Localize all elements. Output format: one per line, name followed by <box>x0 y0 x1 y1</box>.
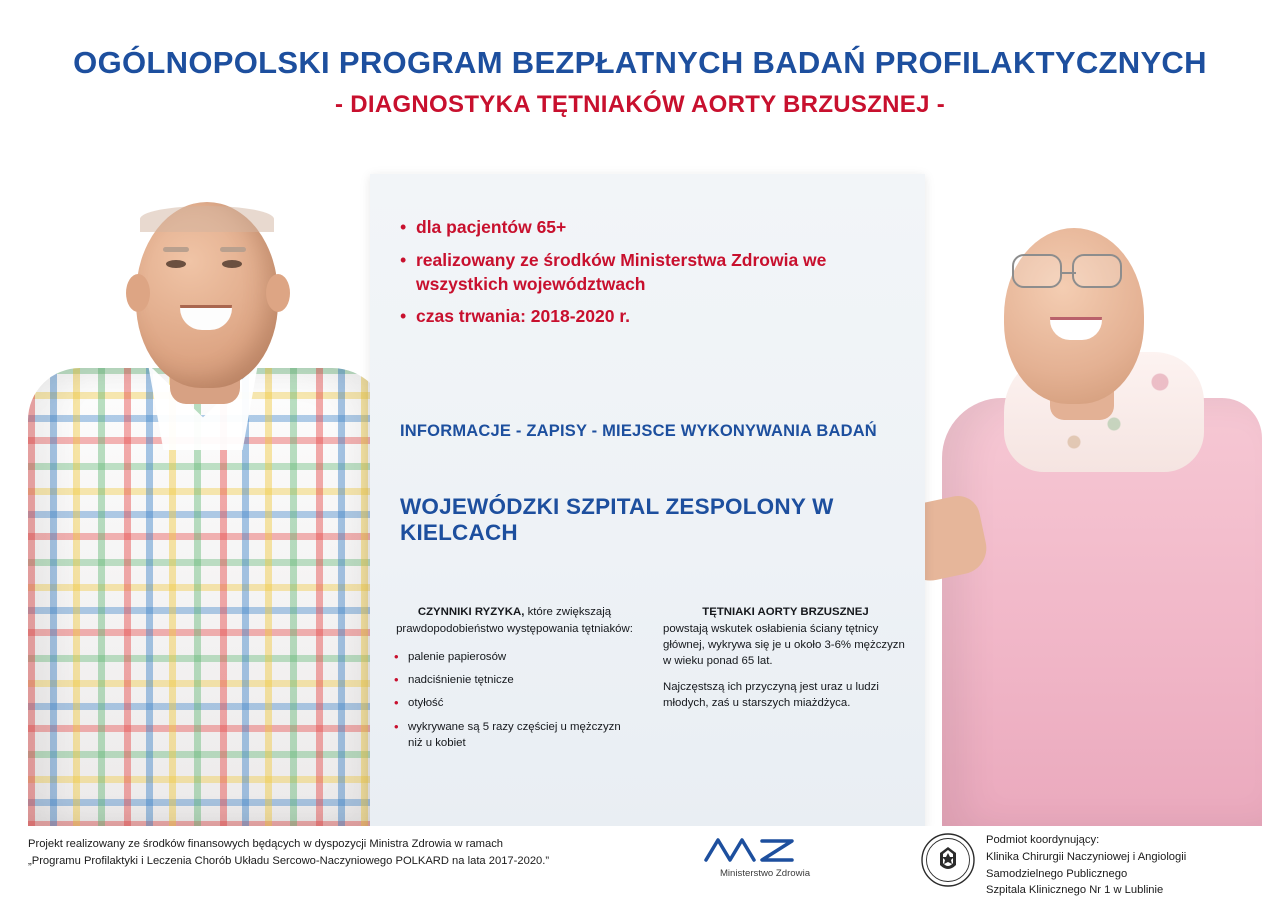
aneurysm-paragraph-1: powstają wskutek osłabienia ściany tętnicy głównej, wykrywa się je u około 3-6% mężczyzn w wieku ponad 65 lat. <box>663 622 905 667</box>
bullet-dot-icon: • <box>400 217 407 237</box>
headline-block <box>0 44 1280 119</box>
funding-note <box>28 836 549 871</box>
risk-factors-title-rest: które zwiększają prawdopodobieństwo występowania tętniaków: <box>396 606 633 635</box>
aneurysm-info-column <box>663 604 908 758</box>
man-ear-right <box>266 274 290 312</box>
aneurysm-title-strong: TĘTNIAKI AORTY BRZUSZNEJ <box>702 606 869 618</box>
aneurysm-paragraph-2: Najczęstszą ich przyczyną jest uraz u ludzi młodych, zaś u starszych miażdżyca. <box>663 681 879 710</box>
bullet-label: realizowany ze środków Ministerstwa Zdrowia we wszystkich województwach <box>416 249 827 294</box>
photo-elderly-woman <box>932 188 1262 828</box>
funding-note-line-2: „Programu Profilaktyki i Leczenia Chorób Układu Sercowo-Naczyniowego POLKARD na lata 2017-2020.” <box>28 855 550 868</box>
list-item: • wykrywane są 5 razy częściej u mężczyzn niż u kobiet <box>392 719 637 751</box>
man-eyebrow-left <box>163 247 189 252</box>
page-title: OGÓLNOPOLSKI PROGRAM BEZPŁATNYCH BADAŃ PROFILAKTYCZNYCH <box>73 45 1207 80</box>
woman-glasses-bridge <box>1060 272 1076 274</box>
mz-logo-icon <box>700 832 820 866</box>
bullet-dot-icon: • <box>400 306 407 327</box>
hospital-name: WOJEWÓDZKI SZPITAL ZESPOLONY W KIELCACH <box>400 494 834 545</box>
aneurysm-title <box>663 604 908 621</box>
risk-factors-title <box>392 604 637 637</box>
coordinator-line-1: Klinika Chirurgii Naczyniowej i Angiologii <box>986 850 1187 863</box>
ministry-caption: Ministerstwo Zdrowia <box>719 868 811 879</box>
detail-columns <box>392 604 908 758</box>
coordinator-line-3: Szpitala Klinicznego Nr 1 w Lublinie <box>986 884 1164 897</box>
page-subtitle: - DIAGNOSTYKA TĘTNIAKÓW AORTY BRZUSZNEJ - <box>334 90 946 118</box>
man-eye-right <box>222 260 242 268</box>
coordinator-text <box>986 832 1186 899</box>
bullet-dot-icon: • <box>400 249 407 270</box>
man-hairline <box>140 206 274 232</box>
list-item: • otyłość <box>392 695 637 711</box>
woman-glasses-left-lens <box>1012 254 1062 288</box>
information-board <box>370 174 925 830</box>
risk-factors-column <box>392 604 637 758</box>
list-item <box>400 249 900 297</box>
info-registration-line: INFORMACJE - ZAPISY - MIEJSCE WYKONYWANIA BADAŃ <box>400 422 877 440</box>
ministry-of-health-logo <box>700 832 830 879</box>
man-eye-left <box>166 260 186 268</box>
man-ear-left <box>126 274 150 312</box>
woman-glasses-right-lens <box>1072 254 1122 288</box>
funding-note-line-1: Projekt realizowany ze środków finansowych będących w dyspozycji Ministra Zdrowia w ramach <box>28 838 504 850</box>
bullet-label: dla pacjentów 65+ <box>416 217 567 237</box>
list-item <box>400 216 900 240</box>
photo-elderly-man <box>28 168 388 828</box>
coordinator-label: Podmiot koordynujący: <box>986 834 1100 846</box>
man-eyebrow-right <box>220 247 246 252</box>
list-item <box>400 305 900 329</box>
list-item: • palenie papierosów <box>392 649 637 665</box>
risk-factors-list <box>392 649 637 751</box>
university-seal-icon <box>920 832 976 888</box>
coordinator-block <box>920 832 1186 899</box>
program-bullet-list <box>400 216 900 338</box>
bullet-label: czas trwania: 2018-2020 r. <box>416 306 631 327</box>
list-item: • nadciśnienie tętnicze <box>392 672 637 688</box>
footer <box>0 826 1280 904</box>
risk-factors-title-strong: CZYNNIKI RYZYKA, <box>417 606 525 618</box>
coordinator-line-2: Samodzielnego Publicznego <box>986 867 1128 880</box>
